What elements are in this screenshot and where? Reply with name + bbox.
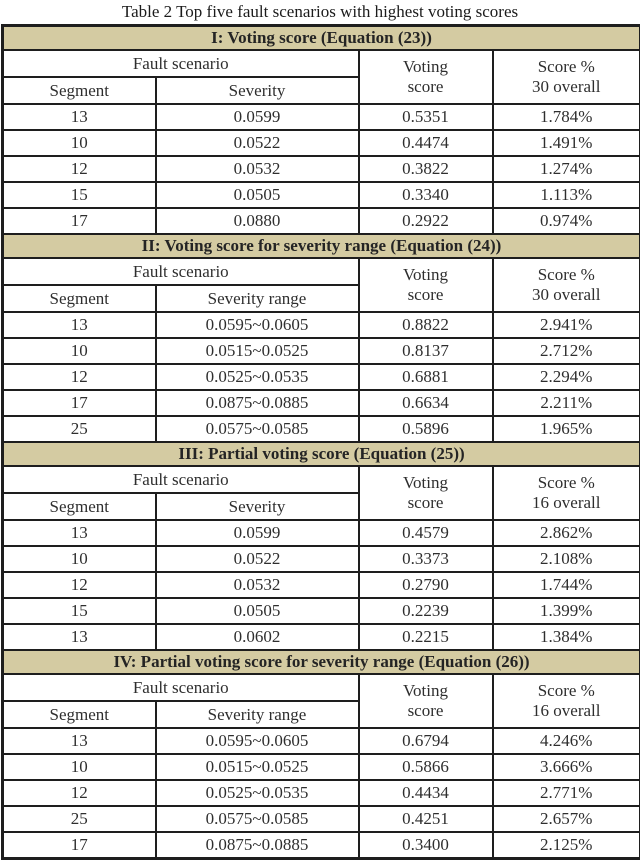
fault-scenario-header: Fault scenario xyxy=(3,466,359,493)
section-band-row xyxy=(3,26,640,51)
table-cell: 0.3822 xyxy=(359,156,493,182)
table-cell: 0.0602 xyxy=(156,624,359,650)
table-cell: 0.2922 xyxy=(359,208,493,234)
table-cell: 2.771% xyxy=(493,780,640,806)
score-percent-header-line2: 30 overall xyxy=(532,285,601,305)
table-row xyxy=(3,598,640,624)
table-row xyxy=(3,520,640,546)
section-i xyxy=(3,26,640,105)
section-band: IV: Partial voting score for severity range (Equation (26)) xyxy=(3,650,640,674)
table-cell: 17 xyxy=(3,832,156,859)
score-percent-header xyxy=(493,50,640,104)
table-cell: 10 xyxy=(3,130,156,156)
score-percent-header-line2: 16 overall xyxy=(532,493,601,513)
section-iii-rows xyxy=(3,520,640,650)
table-cell: 0.0515~0.0525 xyxy=(156,338,359,364)
score-percent-header-line2: 16 overall xyxy=(532,701,601,721)
fault-scenario-header: Fault scenario xyxy=(3,674,359,701)
header-row-top xyxy=(3,258,640,285)
table-cell: 1.491% xyxy=(493,130,640,156)
section-ii xyxy=(3,234,640,312)
score-percent-header-line1: Score % xyxy=(537,473,595,493)
table-cell: 3.666% xyxy=(493,754,640,780)
table-cell: 0.3373 xyxy=(359,546,493,572)
table-cell: 0.4474 xyxy=(359,130,493,156)
section-band: III: Partial voting score (Equation (25)) xyxy=(3,442,640,466)
table-cell: 0.0525~0.0535 xyxy=(156,780,359,806)
table-cell: 0.5866 xyxy=(359,754,493,780)
table-row xyxy=(3,416,640,442)
table-cell: 0.0525~0.0535 xyxy=(156,364,359,390)
table-row xyxy=(3,156,640,182)
results-table xyxy=(1,24,640,860)
table-cell: 2.712% xyxy=(493,338,640,364)
table-cell: 12 xyxy=(3,572,156,598)
voting-score-header-line2: score xyxy=(407,701,444,721)
voting-score-header-line1: Voting xyxy=(402,265,449,285)
score-percent-header-line2: 30 overall xyxy=(532,77,601,97)
table-cell: 12 xyxy=(3,780,156,806)
table-cell: 0.0880 xyxy=(156,208,359,234)
voting-score-header xyxy=(359,50,493,104)
fault-scenario-header: Fault scenario xyxy=(3,50,359,77)
table-cell: 0.0505 xyxy=(156,182,359,208)
table-cell: 0.0595~0.0605 xyxy=(156,728,359,754)
table-cell: 10 xyxy=(3,546,156,572)
voting-score-header xyxy=(359,674,493,728)
table-cell: 17 xyxy=(3,390,156,416)
section-iv xyxy=(3,650,640,728)
table-cell: 1.399% xyxy=(493,598,640,624)
voting-score-header-line1: Voting xyxy=(402,473,449,493)
voting-score-header-line2: score xyxy=(407,493,444,513)
table-cell: 2.657% xyxy=(493,806,640,832)
table-cell: 13 xyxy=(3,624,156,650)
section-i-rows xyxy=(3,104,640,234)
voting-score-header xyxy=(359,258,493,312)
table-row xyxy=(3,312,640,338)
table-cell: 2.294% xyxy=(493,364,640,390)
table-row xyxy=(3,832,640,859)
table-cell: 1.784% xyxy=(493,104,640,130)
table-cell: 1.384% xyxy=(493,624,640,650)
table-cell: 1.113% xyxy=(493,182,640,208)
table-row xyxy=(3,130,640,156)
table-cell: 0.974% xyxy=(493,208,640,234)
voting-score-header-line2: score xyxy=(407,77,444,97)
segment-header: Segment xyxy=(3,285,156,312)
voting-score-header-line1: Voting xyxy=(402,681,449,701)
table-cell: 0.0599 xyxy=(156,104,359,130)
table-row xyxy=(3,546,640,572)
table-cell: 1.274% xyxy=(493,156,640,182)
table-cell: 0.0505 xyxy=(156,598,359,624)
table-cell: 13 xyxy=(3,104,156,130)
table-cell: 1.744% xyxy=(493,572,640,598)
table-cell: 2.941% xyxy=(493,312,640,338)
table-row xyxy=(3,182,640,208)
table-cell: 15 xyxy=(3,182,156,208)
table-cell: 0.0875~0.0885 xyxy=(156,390,359,416)
voting-score-header xyxy=(359,466,493,520)
table-cell: 15 xyxy=(3,598,156,624)
table-cell: 0.0522 xyxy=(156,130,359,156)
table-row xyxy=(3,780,640,806)
table-cell: 0.0575~0.0585 xyxy=(156,416,359,442)
fault-scenario-header: Fault scenario xyxy=(3,258,359,285)
section-iv-rows xyxy=(3,728,640,859)
table-cell: 17 xyxy=(3,208,156,234)
header-row-top xyxy=(3,674,640,701)
section-band-row xyxy=(3,234,640,258)
table-row xyxy=(3,104,640,130)
table-cell: 0.5351 xyxy=(359,104,493,130)
table-row xyxy=(3,624,640,650)
table-cell: 2.108% xyxy=(493,546,640,572)
table-cell: 0.8137 xyxy=(359,338,493,364)
score-percent-header-line1: Score % xyxy=(537,265,595,285)
table-cell: 0.0595~0.0605 xyxy=(156,312,359,338)
section-band: II: Voting score for severity range (Equation (24)) xyxy=(3,234,640,258)
severity-range-header: Severity range xyxy=(156,285,359,312)
table-cell: 13 xyxy=(3,728,156,754)
table-cell: 10 xyxy=(3,754,156,780)
table-row xyxy=(3,208,640,234)
table-cell: 13 xyxy=(3,520,156,546)
severity-header: Severity xyxy=(156,77,359,104)
table-row xyxy=(3,572,640,598)
table-cell: 0.6794 xyxy=(359,728,493,754)
severity-range-header: Severity range xyxy=(156,701,359,728)
segment-header: Segment xyxy=(3,701,156,728)
table-cell: 0.0522 xyxy=(156,546,359,572)
table-cell: 0.2239 xyxy=(359,598,493,624)
header-row-top xyxy=(3,466,640,493)
voting-score-header-line2: score xyxy=(407,285,444,305)
table-cell: 2.211% xyxy=(493,390,640,416)
table-cell: 0.5896 xyxy=(359,416,493,442)
table-cell: 2.862% xyxy=(493,520,640,546)
table-cell: 12 xyxy=(3,156,156,182)
table-row xyxy=(3,364,640,390)
table-cell: 12 xyxy=(3,364,156,390)
section-ii-rows xyxy=(3,312,640,442)
table-cell: 25 xyxy=(3,806,156,832)
table-cell: 0.0599 xyxy=(156,520,359,546)
voting-score-header-line1: Voting xyxy=(402,57,449,76)
table-cell: 0.3400 xyxy=(359,832,493,859)
table-cell: 0.0875~0.0885 xyxy=(156,832,359,859)
section-band-row xyxy=(3,650,640,674)
table-cell: 25 xyxy=(3,416,156,442)
table-cell: 0.6881 xyxy=(359,364,493,390)
section-band: I: Voting score (Equation (23)) xyxy=(3,26,640,51)
table-cell: 4.246% xyxy=(493,728,640,754)
table-cell: 1.965% xyxy=(493,416,640,442)
table-cell: 0.0532 xyxy=(156,572,359,598)
score-percent-header xyxy=(493,258,640,312)
table-row xyxy=(3,338,640,364)
table-cell: 0.4251 xyxy=(359,806,493,832)
table-row xyxy=(3,390,640,416)
table-cell: 0.4579 xyxy=(359,520,493,546)
segment-header: Segment xyxy=(3,77,156,104)
score-percent-header-line1: Score % xyxy=(537,57,595,76)
header-row-top xyxy=(3,50,640,77)
table-row xyxy=(3,754,640,780)
table-cell: 0.8822 xyxy=(359,312,493,338)
table-cell: 0.2790 xyxy=(359,572,493,598)
severity-header: Severity xyxy=(156,493,359,520)
section-band-row xyxy=(3,442,640,466)
table-cell: 0.0515~0.0525 xyxy=(156,754,359,780)
table-row xyxy=(3,728,640,754)
table-cell: 13 xyxy=(3,312,156,338)
table-cell: 0.2215 xyxy=(359,624,493,650)
score-percent-header-line1: Score % xyxy=(537,681,595,701)
table-caption: Table 2 Top five fault scenarios with highest voting scores xyxy=(121,2,519,21)
score-percent-header xyxy=(493,466,640,520)
segment-header: Segment xyxy=(3,493,156,520)
table-cell: 2.125% xyxy=(493,832,640,859)
table-cell: 0.4434 xyxy=(359,780,493,806)
table-cell: 0.0532 xyxy=(156,156,359,182)
table-cell: 10 xyxy=(3,338,156,364)
score-percent-header xyxy=(493,674,640,728)
table-cell: 0.0575~0.0585 xyxy=(156,806,359,832)
table-cell: 0.3340 xyxy=(359,182,493,208)
section-iii xyxy=(3,442,640,520)
table-row xyxy=(3,806,640,832)
table-cell: 0.6634 xyxy=(359,390,493,416)
